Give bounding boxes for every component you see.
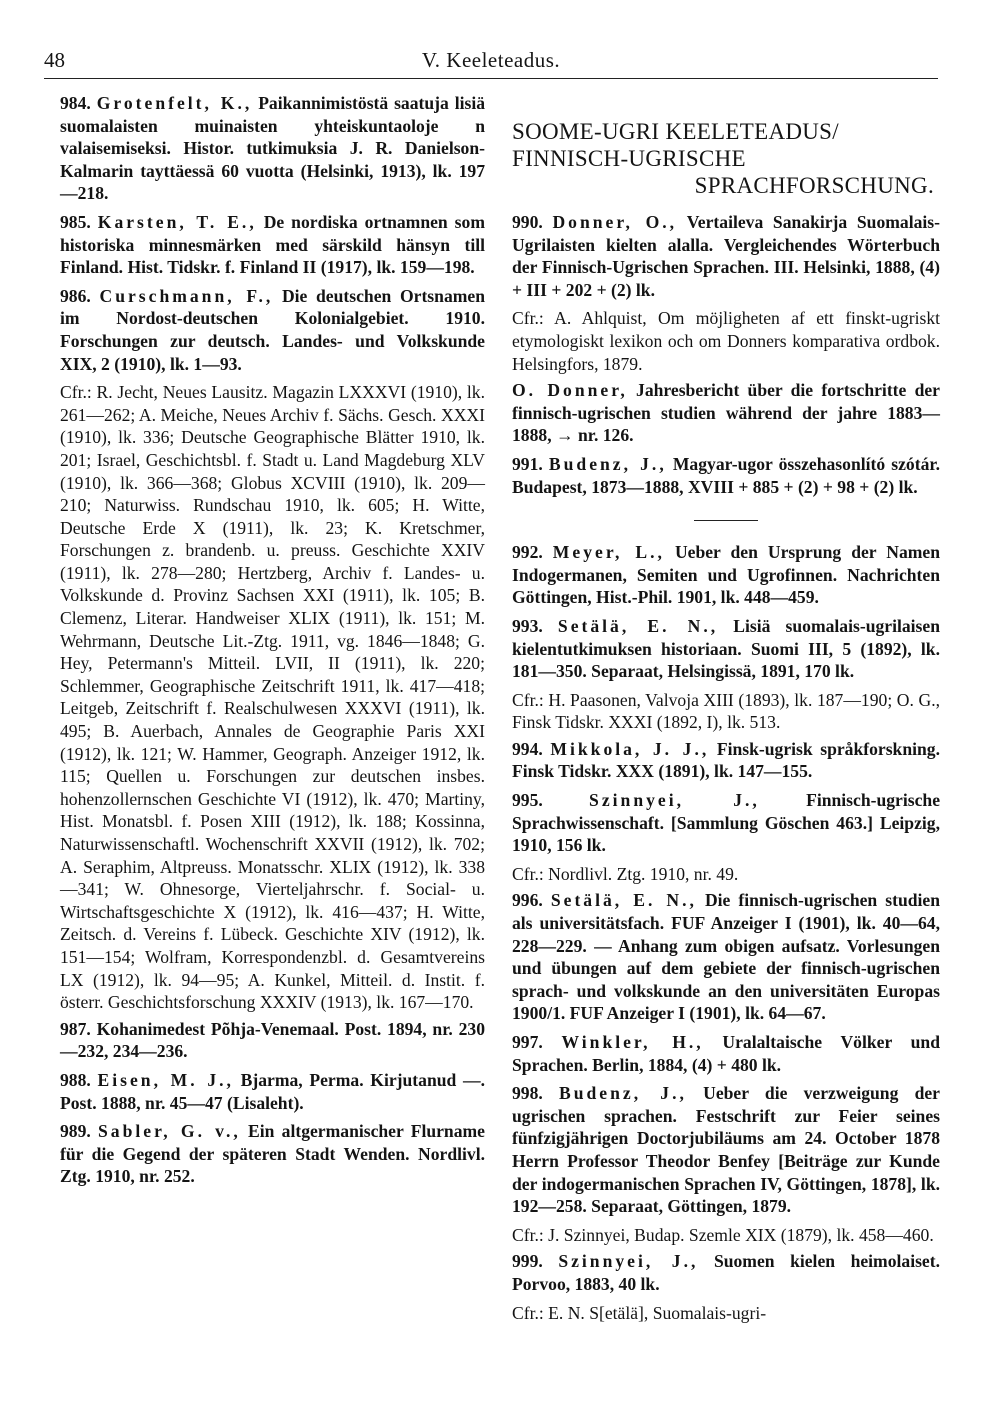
entry-author: Meyer, L., (552, 542, 665, 563)
entry-author: Setälä, E. N., (557, 615, 719, 636)
entry-number: 999. (512, 1251, 543, 1272)
entry-number: 992. (512, 542, 543, 563)
entry-title: Jahresbericht über die fortschritte der finnisch-ugrischen studien während der jahre 1883—1888, → nr. 126. (512, 380, 940, 446)
entry-title: Uralaltaische Völker und Sprachen. Berlin, 1884, (4) + 480 lk. (512, 1032, 940, 1075)
entry-author: O. Donner, (512, 380, 628, 401)
right-column-group-a (512, 211, 940, 498)
entry-number: 993. (512, 615, 543, 636)
entry-author: Sabler, G. v., (98, 1121, 241, 1142)
entry-cfr: Cfr.: A. Ahlquist, Om möjligheten af ett finskt-ugriskt etymologiskt lexikon och om Donners komparativa ordbok. Helsingfors, 1879. (512, 308, 940, 374)
header-rule (44, 78, 938, 79)
bibliography-entry (60, 1069, 485, 1114)
entry-cfr: Cfr.: R. Jecht, Neues Lausitz. Magazin LXXXVI (1910), lk. 261—262; A. Meiche, Neues Archiv f. Sächs. Gesch. XXXI (1910), lk. 336; Deutsche Geographische Blätter 1910, lk. 201; Israel, Geschichtsbl. f. Stadt u. Land Magdeburg XLV (1910), lk. 366—368; Globus XCVIII (1910), lk. 209—210; Naturwiss. Rundschau 1910, lk. 605; H. Witte, Deutsche Erde X (1911), lk. 23; K. Kretschmer, Forschungen z. brandenb. u. preuss. Geschichte XXIV (1911), lk. 278—280; Hertzberg, Archiv f. Landes- u. Volkskunde d. Provinz Sachsen XXI (1911), lk. 105; B. Clemenz, Literar. Handweiser XLIX (1911), lk. 151; M. Wehrmann, Deutsche Lit.-Ztg. 1911, vg. 1846—1848; G. Hey, Petermann's Mitteil. LVII, II (1911), lk. 220; Schlemmer, Geographische Zeitschrift 1911, lk. 417—418; Leitgeb, Zeitschrift f. Realschulwesen XXXVI (1911), lk. 495; B. Auerbach, Annales de Geographie Paris XXI (1912), lk. 121; W. Hammer, Geograph. Anzeiger 1912, lk. 115; Quellen u. Forschungen zur deutschen insbes. hohenzollernschen Geschichte VI (1912), lk. 470; Martiny, Hist. Monatsbl. f. Posen XIII (1912), lk. 188; Kossinna, Naturwissenschaftl. Wochenschrift XXVII (1912), lk. 702; A. Seraphim, Altpreuss. Monatsschr. XLIX (1912), lk. 338—341; W. Ohnesorge, Vierteljahrschr. f. Social- u. Wirtschaftsgeschichte X (1912), lk. 416—437; H. Witte, Zeitsch. d. Vereins f. Lübeck. Geschichte XIV (1912), lk. 151—154; Wolfram, Korrespondenzbl. d. Gesamtvereins LX (1912), lk. 94—95; A. Kunkel, Mitteil. d. Instit. f. österr. Geschichtsforschung XXXIV (1913), lk. 167—170. (60, 382, 485, 1013)
entry-title: Die finnisch-ugrischen studien als universitätsfach. FUF Anzeiger I (1901), lk. 40—64, 228—229. — Anhang zum obigen aufsatz. Vorlesungen und übungen auf dem gebiete der finnisch-ugrischen sprach- und volkskunde an den universitäten Europas 1900/1. FUF Anzeiger I (1901), lk. 64—67. (512, 890, 940, 1024)
entry-author: Setälä, E. N., (550, 890, 697, 911)
bibliography-entry (512, 738, 940, 783)
entry-title: Die deutschen Ortsnamen im Nordost-deutschen Kolonialgebiet. 1910. Forschungen zur deutsch. Landes- und Volkskunde XIX, 2 (1910), lk. 1—93. (60, 285, 485, 374)
entry-author: Donner, O., (552, 212, 678, 232)
bibliography-entry (512, 1082, 940, 1218)
entry-author: Budenz, J., (548, 453, 667, 474)
left-column (60, 92, 485, 1194)
entry-title: Ein altgermanischer Flurname für die Gegend der späteren Stadt Wenden. Nordlivl. Ztg. 1910, nr. 252. (60, 1121, 485, 1187)
entry-title: De nordiska ortnamnen som historiska minnesmärken med särskild hänsyn till Finland. Hist. Tidskr. f. Finland II (1917), lk. 159—198. (60, 211, 485, 278)
entry-number: 990. (512, 212, 543, 232)
section-heading (512, 118, 940, 199)
entry-title: Finsk-ugrisk språkforskning. Finsk Tidskr. XXX (1891), lk. 147—155. (512, 738, 940, 782)
page-number: 48 (44, 48, 65, 72)
bibliography-entry (512, 211, 940, 301)
section-heading-line3: SPRACHFORSCHUNG. (694, 173, 934, 198)
entry-author: Szinnyei, J., (589, 790, 760, 811)
entry-title: Magyar-ugor összehasonlító szótár. Budapest, 1873—1888, XVIII + 885 + (2) + 98 + (2) lk. (512, 453, 940, 497)
bibliography-entry (60, 1120, 485, 1188)
entry-author: Budenz, J., (559, 1083, 687, 1104)
entry-number: 991. (512, 453, 543, 474)
entry-number: 998. (512, 1083, 543, 1104)
bibliography-entry (60, 1018, 485, 1063)
entry-number: 989. (60, 1121, 91, 1142)
entry-title: Ueber den Ursprung der Namen Indogermanen, Semiten und Ugrofinnen. Nachrichten Göttingen, Hist.-Phil. 1901, lk. 448—459. (512, 542, 941, 608)
running-head: V. Keeleteadus. (421, 48, 561, 72)
entry-title: Paikannimistöstä saatuja lisiä suomalaisten muinaisten yhteiskuntaoloje n valaisemiseksi. Histor. tutkimuksia J. R. Danielson-Kalmarin tayttäessä 60 vuotta (Helsinki, 1913), lk. 197—218. (60, 93, 486, 204)
entry-author: Szinnyei, J., (558, 1251, 699, 1272)
right-column (512, 92, 940, 1328)
entry-author: Winkler, H., (561, 1032, 704, 1052)
right-column-group-b (512, 541, 940, 1324)
section-heading-line2: FINNISCH-UGRISCHE (512, 146, 746, 171)
entry-author: Eisen, M. J., (97, 1069, 234, 1090)
entry-cfr: Cfr.: E. N. S[etälä], Suomalais-ugri- (512, 1302, 767, 1323)
entry-title: Lisiä suomalais-ugrilaisen kielentutkimuksen historiaan. Suomi III, 5 (1892), lk. 181—350. Separaat, Helsingissä, 1891, 170 lk. (512, 615, 940, 682)
bibliography-entry (512, 379, 940, 447)
bibliography-entry (512, 615, 940, 683)
entry-author: Karsten, T. E., (97, 211, 257, 232)
entry-number: 984. (60, 93, 91, 113)
bibliography-entry (512, 453, 940, 498)
bibliography-entry (512, 789, 940, 857)
entry-number: 995. (512, 790, 543, 811)
entry-cfr: Cfr.: Nordlivl. Ztg. 1910, nr. 49. (512, 863, 739, 884)
entry-cfr: Cfr.: J. Szinnyei, Budap. Szemle XIX (1879), lk. 458—460. (512, 1224, 934, 1245)
bibliography-entry (512, 1250, 940, 1295)
entry-author: Mikkola, J. J., (550, 738, 710, 759)
bibliography-entry (60, 92, 485, 205)
entry-title: Vertaileva Sanakirja Suomalais-Ugrilaisten kielten alalla. Vergleichendes Wörterbuch der Finnisch-Ugrischen Sprachen. III. Helsinki, 1888, (4) + III + 202 + (2) lk. (512, 212, 940, 300)
section-divider (694, 520, 758, 521)
entry-title: Kohanimedest Põhja-Venemaal. Post. 1894, nr. 230—232, 234—236. (60, 1018, 485, 1062)
section-heading-line1: SOOME-UGRI KEELETEADUS/ (512, 119, 839, 144)
entry-number: 988. (60, 1069, 91, 1090)
entry-title: Bjarma, Perma. Kirjutanud —. Post. 1888, nr. 45—47 (Lisaleht). (60, 1069, 486, 1113)
bibliography-entry (512, 541, 940, 609)
entry-number: 986. (60, 285, 91, 306)
bibliography-entry (60, 211, 485, 279)
page-header (44, 44, 938, 76)
bibliography-entry (512, 1031, 940, 1076)
entry-number: 985. (60, 211, 91, 232)
bibliography-entry (512, 889, 940, 1025)
entry-title: Finnisch-ugrische Sprachwissenschaft. [Sammlung Göschen 463.] Leipzig, 1910, 156 lk. (512, 790, 940, 856)
entry-number: 996. (512, 890, 543, 911)
entry-number: 987. (60, 1018, 91, 1039)
entry-number: 997. (512, 1032, 543, 1052)
entry-author: Grotenfelt, K., (96, 93, 253, 113)
entry-author: Curschmann, F., (99, 285, 274, 306)
entry-number: 994. (512, 738, 543, 759)
bibliography-entry (60, 285, 485, 375)
entry-title: Ueber die verzweigung der ugrischen sprachen. Festschrift zur Feier seines fünfzigjährigen Doctorjubiläums am 24. October 1878 Herrn Professor Theodor Benfey [Beiträge zur Kunde der indogermanischen Sprachen IV, Göttingen, 1878], lk. 192—258. Separaat, Göttingen, 1879. (512, 1083, 940, 1217)
entry-cfr: Cfr.: H. Paasonen, Valvoja XIII (1893), lk. 187—190; O. G., Finsk Tidskr. XXXI (1892, I), lk. 513. (512, 689, 940, 733)
entry-title: Suomen kielen heimolaiset. Porvoo, 1883, 40 lk. (512, 1251, 940, 1294)
